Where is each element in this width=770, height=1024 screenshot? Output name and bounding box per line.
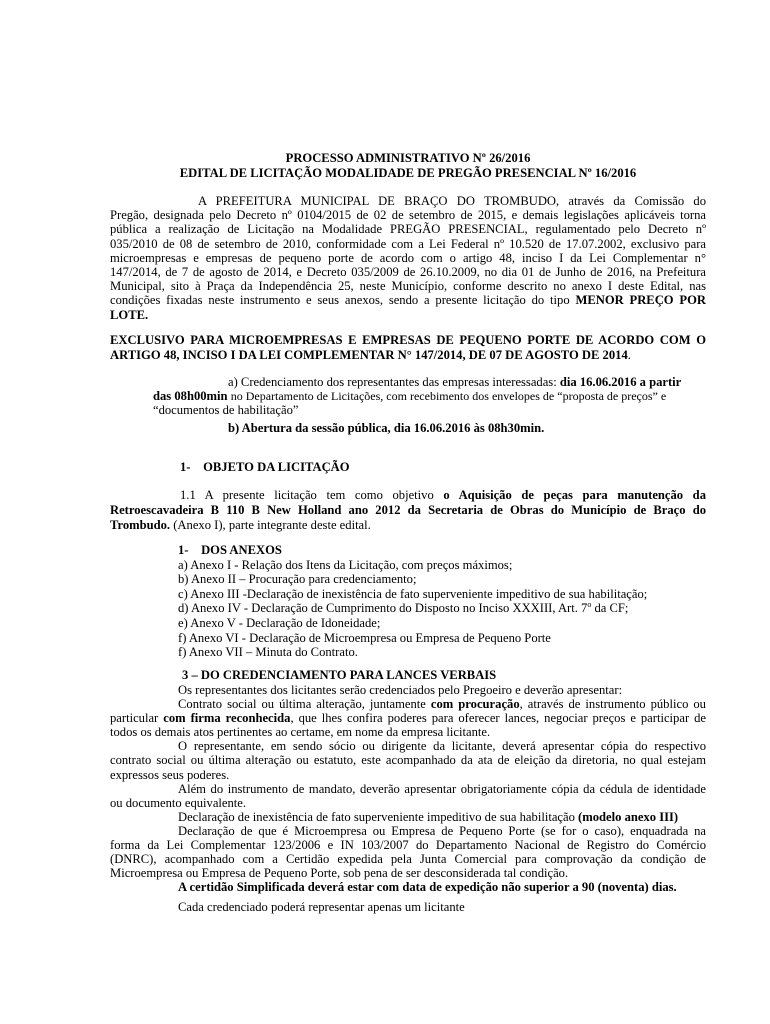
header-process-number: PROCESSO ADMINISTRATIVO Nº 26/2016 [285,151,531,165]
objeto-line: Retroescavadeira B 110 B New Holland ano 2012 da Secretaria de Obras do Município de Braço do [110,502,706,517]
section-anexos-heading: 1- DOS ANEXOS [178,543,282,557]
annex-item: a) Anexo I - Relação dos Itens da Licitação, com preços máximos; [178,557,513,572]
credenciamento-line: Declaração de que é Microempresa ou Empresa de Pequeno Porte (se for o caso), enquadrada na [178,823,706,838]
intro-paragraph [110,194,706,322]
schedule-b-line: b) Abertura da sessão pública, dia 16.06.2016 às 08h30min. [228,420,545,435]
section-objeto-paragraph [110,488,706,532]
exclusive-line [110,348,706,363]
credenciamento-text: Declaração de inexistência de fato superveniente impeditivo de sua habilitação [178,809,575,824]
annex-item-tail: da CF; [591,601,629,616]
credenciamento-line: (DNRC), acompanhado com a Certidão expedida pela Junta Comercial para comprovação da condição de [110,852,706,867]
credenciado-notice: Cada credenciado poderá representar apenas um licitante [178,900,465,915]
intro-line: A PREFEITURA MUNICIPAL DE BRAÇO DO TROMBUDO, através da Comissão do [198,194,706,208]
credenciamento-modelo: (modelo anexo III) [578,809,679,824]
credenciamento-text: , que lhes confira poderes para oferecer lances, negociar preços e participar de [290,711,706,726]
credenciamento-procuracao: com procuração [430,697,520,712]
intro-line [110,293,706,307]
credenciamento-line: expressos seus poderes. [110,767,230,782]
intro-text: condições fixadas neste instrumento e seus anexos, sendo a presente licitação do tipo [110,293,570,308]
credenciamento-firma: com firma reconhecida [163,711,291,726]
credenciamento-line: todos os demais atos pertinentes ao certame, em nome da empresa licitante. [110,725,491,740]
document-header [110,151,706,181]
schedule-a-rest: no Departamento de Licitações, com recebimento dos envelopes de “proposta de preços” e [230,389,667,404]
schedule-a-docs: “documentos de habilitação” [153,403,299,418]
objeto-subject: o Aquisição de peças para manutenção da [443,488,706,502]
annex-item: b) Anexo II – Procuração para credenciamento; [178,572,417,587]
intro-line: Pregão, designada pelo Decreto nº 0104/2015 de 02 de setembro de 2015, e demais legislações aplicáveis torna [110,208,706,223]
objeto-subject-end: Trombudo. [110,517,171,532]
schedule-block [153,375,706,435]
objeto-line [110,488,706,503]
exclusive-notice [110,333,706,363]
intro-line: 035/2010 de 08 de setembro de 2010, conformidade com a Lei Federal nº 10.520 de 17.07.2002, exclusivo para [110,236,706,251]
credenciamento-line: contrato social ou última alteração ou estatuto, este acompanhado da ata de eleição da diretoria, no qual estejam [110,753,706,768]
exclusive-line: EXCLUSIVO PARA MICROEMPRESAS E EMPRESAS DE PEQUENO PORTE DE ACORDO COM O [110,333,706,347]
exclusive-text: ARTIGO 48, INCISO I DA LEI COMPLEMENTAR N° 147/2014, DE 07 DE AGOSTO DE 2014 [110,348,628,362]
credenciamento-line: forma da Lei Complementar 123/2006 e IN 103/2007 do Departamento Nacional de Registro do Comércio [110,838,706,853]
credenciamento-intro: Os representantes dos licitantes serão credenciados pelo Pregoeiro e deverão apresentar: [178,683,623,697]
credenciamento-line: Microempresa ou Empresa de Pequeno Porte, sob pena de ser desconsiderada tal condição. [110,866,569,881]
intro-line: Municipal, sito à Praça da Independência 25, neste Município, conforme descrito no anexo I deste Edital, nas [110,279,706,294]
intro-line: 147/2014, de 7 de agosto de 2014, e Decreto 035/2009 de 26.10.2009, no dia 01 de Junho de 2016, na Prefeitura [110,265,706,280]
annex-item: e) Anexo V - Declaração de Idoneidade; [178,615,381,630]
credenciamento-line: Além do instrumento de mandato, deverão apresentar obrigatoriamente cópia da cédula de identidade [178,781,706,796]
annex-item-text: d) Anexo IV - Declaração de Cumprimento do Disposto no Inciso XXXIII, Art. 7 [178,601,588,616]
objeto-line [110,518,706,533]
credenciamento-line: O representante, em sendo sócio ou dirigente da licitante, deverá apresentar cópia do respectivo [178,739,706,754]
objeto-annex-ref: (Anexo I), parte integrante deste edital. [173,517,371,532]
objeto-text: 1.1 A presente licitação tem como objetivo [180,488,434,502]
annex-item-sup: o [587,600,592,610]
credenciamento-line: ou documento equivalente. [110,795,247,810]
credenciamento-line [110,711,706,725]
intro-price-type-end: LOTE. [110,307,149,322]
annex-item: c) Anexo III -Declaração de inexistência de fato superveniente impeditivo de sua habilitação; [178,586,648,601]
credenciamento-line [110,810,706,824]
annex-item: f) Anexo VII – Minuta do Contrato. [178,645,358,660]
schedule-a-date: dia 16.06.2016 a partir [559,375,682,389]
annex-item [178,601,706,616]
schedule-a-time: das 08h00min [153,389,228,404]
credenciamento-text: , através de instrumento público ou [519,697,706,712]
schedule-a-line [153,375,706,389]
header-edital-title: EDITAL DE LICITAÇÃO MODALIDADE DE PREGÃO PRESENCIAL Nº 16/2016 [179,166,637,180]
section-credenciamento-heading: 3 – DO CREDENCIAMENTO PARA LANCES VERBAIS [182,668,497,682]
section-anexos [178,543,706,660]
section-objeto-heading: 1- OBJETO DA LICITAÇÃO [180,460,350,474]
schedule-a-text: a) Credenciamento dos representantes das empresas interessadas: [228,375,557,389]
certidao-notice: A certidão Simplificada deverá estar com data de expedição não superior a 90 (noventa) dias. [178,880,677,895]
credenciamento-line [110,697,706,711]
exclusive-period: . [627,348,631,362]
schedule-a-line [153,389,706,403]
credenciamento-text: Contrato social ou última alteração, juntamente [178,697,426,712]
intro-price-type: MENOR PREÇO POR [575,293,706,308]
annex-item: f) Anexo VI - Declaração de Microempresa ou Empresa de Pequeno Porte [178,630,551,645]
section-credenciamento-body [110,683,706,915]
credenciamento-text: particular [110,711,159,726]
intro-line: microempresas e empresas de pequeno porte de acordo com o artigo 48, inciso I da Lei Complementar n° [110,250,706,265]
intro-line: pública a realização de Licitação na Modalidade PREGÃO PRESENCIAL, regulamentado pelo Decreto nº [110,222,706,237]
